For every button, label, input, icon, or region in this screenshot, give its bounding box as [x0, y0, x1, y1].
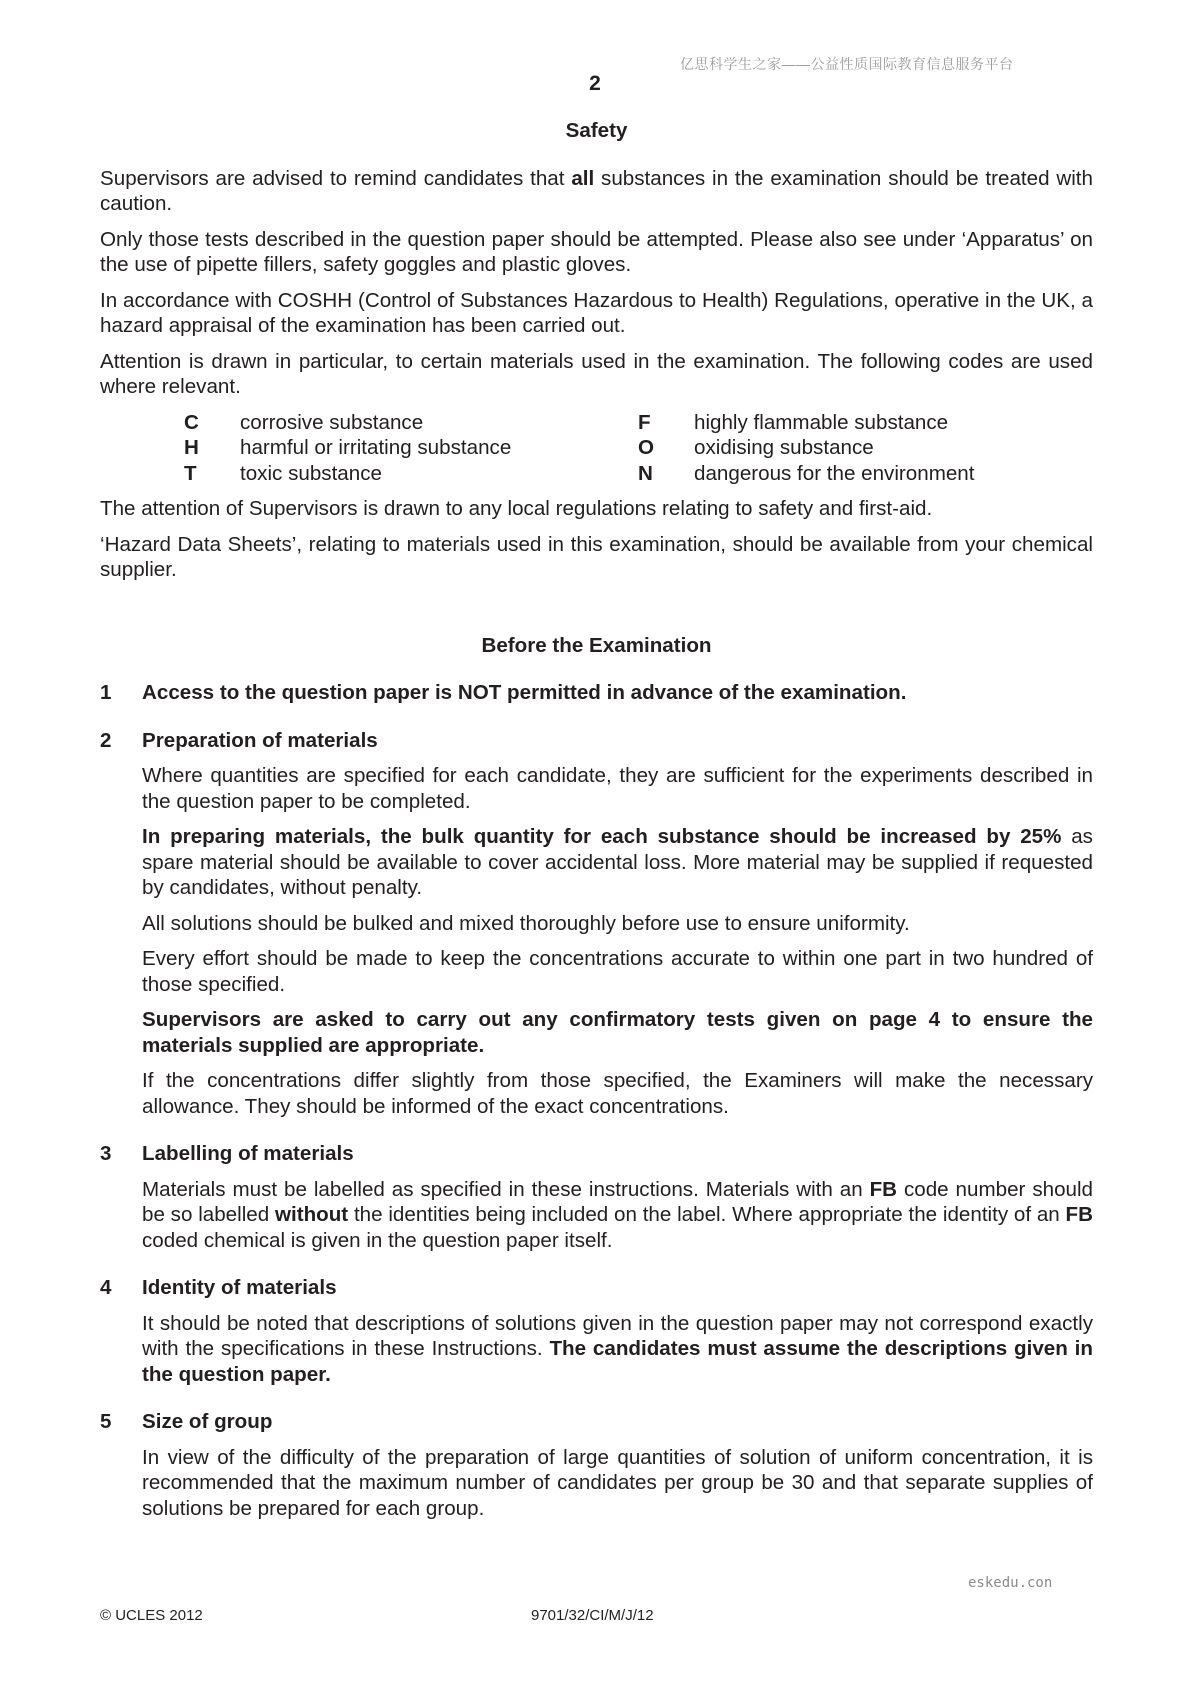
- section-2-paragraph: Every effort should be made to keep the concentrations accurate to within one part in two hundred of those specified.: [142, 947, 1093, 996]
- section-number: 1: [100, 681, 112, 704]
- section-4-body: [142, 1311, 1093, 1388]
- before-exam-heading: Before the Examination: [481, 633, 712, 657]
- section-3-body: [142, 1177, 1093, 1254]
- safety-paragraph-2: Only those tests described in the question paper should be attempted. Please also see under ‘Apparatus’ on the use of pipette fillers, safety goggles and plastic gloves.: [100, 227, 1093, 276]
- section-2-paragraph: All solutions should be bulked and mixed thoroughly before use to ensure uniformity.: [142, 911, 910, 935]
- header-watermark: 亿思科学生之家——公益性质国际教育信息服务平台: [680, 56, 1014, 72]
- section-4-paragraph: It should be noted that descriptions of solutions given in the question paper may not correspond exactly with the specifications in these Instructions. The candidates must assume the descriptions given in the question paper.: [142, 1311, 1093, 1386]
- section-2-paragraph: Supervisors are asked to carry out any confirmatory tests given on page 4 to ensure the materials supplied are appropriate.: [142, 1008, 1093, 1057]
- hazard-code: O: [638, 436, 655, 459]
- hazard-code: T: [184, 461, 197, 485]
- section-5-heading: [100, 1409, 1093, 1435]
- section-2-heading: [100, 728, 1093, 754]
- page-number: 2: [589, 72, 601, 95]
- footer-watermark: eskedu.con: [968, 1575, 1053, 1591]
- section-3-paragraph: Materials must be labelled as specified in these instructions. Materials with an FB code number should be so labelled without the identities being included on the label. Where appropriate the identity of an FB coded chemical is given in the question paper itself.: [142, 1177, 1093, 1252]
- hazard-code-text: harmful or irritating substance: [240, 436, 512, 459]
- section-2-body: [142, 763, 1093, 1119]
- hazard-code: H: [184, 436, 199, 459]
- section-number: 5: [100, 1410, 112, 1433]
- section-2-paragraph: Where quantities are specified for each candidate, they are sufficient for the experiments described in the question paper to be completed.: [142, 764, 1093, 813]
- hazard-code-text: toxic substance: [240, 461, 382, 485]
- hazard-code-text: highly flammable substance: [694, 410, 949, 434]
- section-2-paragraph: If the concentrations differ slightly from those specified, the Examiners will make the necessary allowance. They should be informed of the exact concentrations.: [142, 1069, 1093, 1118]
- section-4-heading: [100, 1275, 1093, 1301]
- section-title: Access to the question paper is NOT permitted in advance of the examination.: [142, 681, 907, 704]
- section-number: 3: [100, 1142, 112, 1165]
- section-3-heading: [100, 1141, 1093, 1167]
- hazard-codes: [184, 410, 1093, 487]
- hazard-code: F: [638, 410, 651, 434]
- safety-paragraph-1: Supervisors are advised to remind candidates that all substances in the examination should be treated with caution.: [100, 166, 1093, 215]
- section-2-paragraph: In preparing materials, the bulk quantity for each substance should be increased by 25% as spare material should be available to cover accidental loss. More material may be supplied if requested by candidates, without penalty.: [142, 825, 1093, 899]
- safety-paragraph-3: In accordance with COSHH (Control of Substances Hazardous to Health) Regulations, operative in the UK, a hazard appraisal of the examination has been carried out.: [100, 288, 1093, 337]
- section-5-body: [142, 1445, 1093, 1522]
- section-title: Identity of materials: [142, 1276, 337, 1299]
- hazard-code: N: [638, 461, 653, 485]
- section-title: Preparation of materials: [142, 728, 378, 752]
- hazard-code-text: dangerous for the environment: [694, 461, 975, 485]
- safety-paragraph-4: Attention is drawn in particular, to certain materials used in the examination. The following codes are used where relevant.: [100, 349, 1093, 398]
- section-number: 2: [100, 728, 112, 752]
- footer-paper-code: 9701/32/CI/M/J/12: [531, 1607, 654, 1624]
- hazard-code-text: oxidising substance: [694, 436, 874, 459]
- section-number: 4: [100, 1276, 112, 1299]
- section-title: Size of group: [142, 1410, 273, 1433]
- section-5-paragraph: In view of the difficulty of the preparation of large quantities of solution of uniform concentration, it is recommended that the maximum number of candidates per group be 30 and that separate supplies of solutions be prepared for each group.: [142, 1445, 1093, 1520]
- hazard-code: C: [184, 410, 199, 434]
- safety-heading: Safety: [565, 119, 628, 142]
- footer-copyright: © UCLES 2012: [100, 1607, 203, 1624]
- safety-paragraph-6: ‘Hazard Data Sheets’, relating to materials used in this examination, should be available from your chemical supplier.: [100, 532, 1093, 581]
- section-1: [100, 680, 1093, 706]
- hazard-code-text: corrosive substance: [240, 410, 424, 434]
- section-title: Labelling of materials: [142, 1142, 354, 1165]
- safety-paragraph-5: The attention of Supervisors is drawn to any local regulations relating to safety and first-aid.: [100, 497, 933, 520]
- page-content: [100, 118, 1093, 1531]
